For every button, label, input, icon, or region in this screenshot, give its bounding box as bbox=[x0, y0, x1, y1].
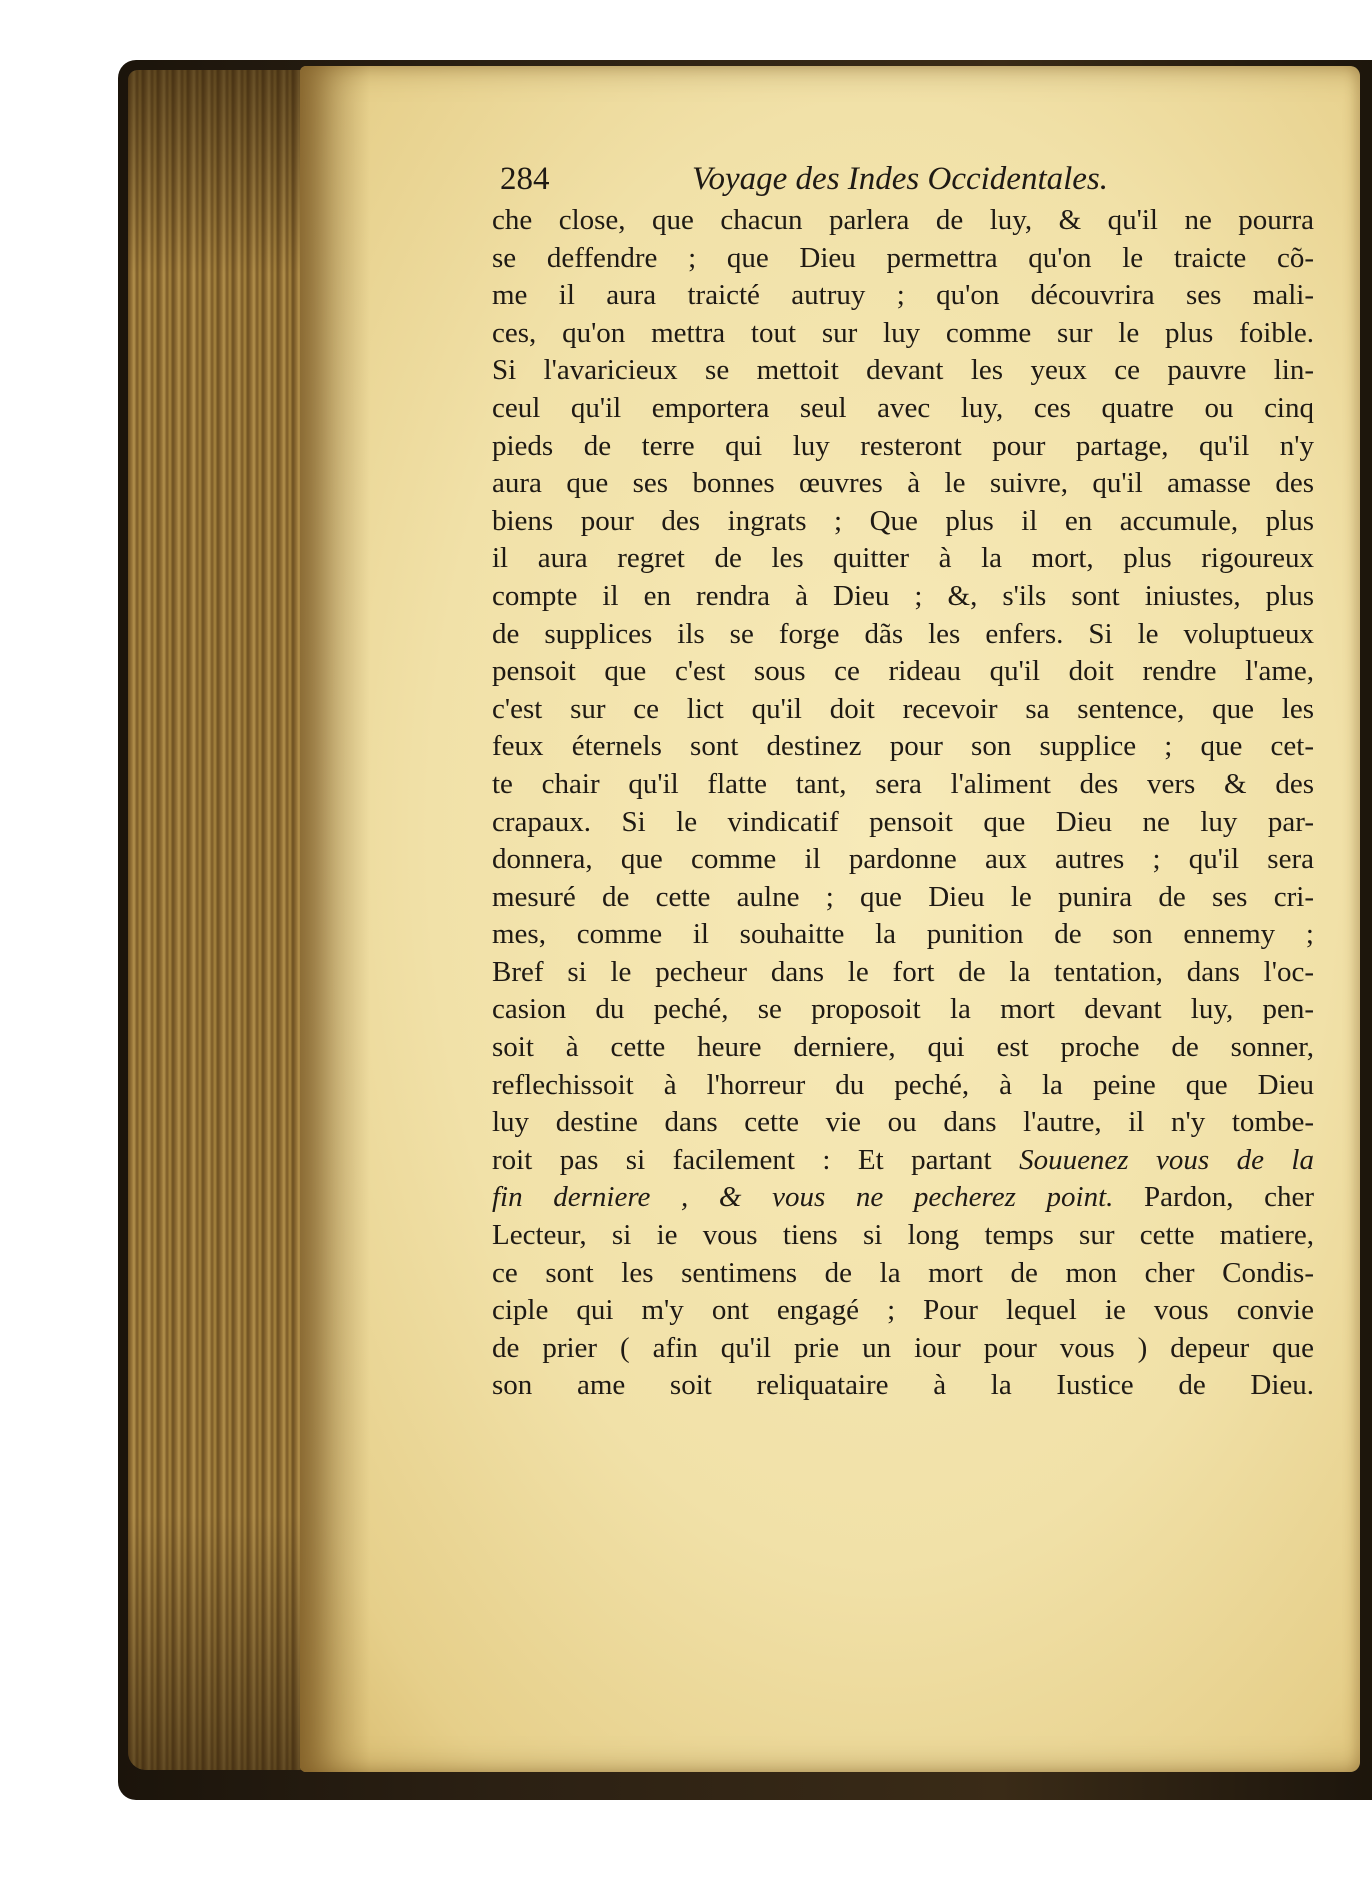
text-line bbox=[492, 1330, 1314, 1368]
text-line bbox=[492, 728, 1314, 766]
line-text: il aura regret de les quitter à la mort, plus rigoureux bbox=[492, 542, 1314, 575]
line-italic-text: Souuenez vous de la bbox=[1019, 1143, 1314, 1176]
text-line bbox=[492, 841, 1314, 879]
line-text: biens pour des ingrats ; Que plus il en accumule, plus bbox=[492, 504, 1314, 537]
line-text: roit pas si facilement : Et partant bbox=[492, 1143, 1020, 1176]
text-line bbox=[492, 653, 1314, 691]
text-line bbox=[492, 1029, 1314, 1067]
text-line bbox=[492, 616, 1314, 654]
text-line bbox=[492, 1292, 1314, 1330]
line-text: ciple qui m'y ont engagé ; Pour lequel ie vous convie bbox=[492, 1294, 1314, 1327]
line-text: mes, comme il souhaitte la punition de son ennemy ; bbox=[492, 918, 1314, 951]
line-text: son ame soit reliquataire à la Iustice de Dieu. bbox=[492, 1369, 1314, 1402]
line-text: pensoit que c'est sous ce rideau qu'il doit rendre l'ame, bbox=[492, 655, 1314, 688]
text-line bbox=[492, 277, 1314, 315]
line-text: Bref si le pecheur dans le fort de la tentation, dans l'oc- bbox=[492, 955, 1314, 988]
text-line bbox=[492, 1104, 1314, 1142]
text-line bbox=[492, 1217, 1314, 1255]
line-text: ceul qu'il emportera seul avec luy, ces quatre ou cinq bbox=[492, 391, 1314, 424]
line-text: feux éternels sont destinez pour son supplice ; que cet- bbox=[492, 730, 1314, 763]
line-text: se deffendre ; que Dieu permettra qu'on le traicte cõ- bbox=[492, 241, 1314, 274]
line-text: ces, qu'on mettra tout sur luy comme sur le plus foible. bbox=[492, 316, 1314, 349]
text-line bbox=[492, 540, 1314, 578]
text-line bbox=[492, 991, 1314, 1029]
text-line bbox=[492, 691, 1314, 729]
running-head-title: Voyage des Indes Occidentales. bbox=[692, 161, 1109, 197]
text-line bbox=[492, 1367, 1314, 1405]
text-line bbox=[492, 1255, 1314, 1293]
text-line bbox=[492, 315, 1314, 353]
line-text: de prier ( afin qu'il prie un iour pour vous ) depeur que bbox=[492, 1331, 1314, 1364]
line-text: de supplices ils se forge dãs les enfers. Si le voluptueux bbox=[492, 617, 1314, 650]
text-line bbox=[492, 1179, 1314, 1217]
text-line bbox=[492, 954, 1314, 992]
line-text: compte il en rendra à Dieu ; &, s'ils sont iniustes, plus bbox=[492, 579, 1314, 612]
text-line bbox=[492, 879, 1314, 917]
text-line bbox=[492, 1067, 1314, 1105]
text-line bbox=[492, 916, 1314, 954]
text-block bbox=[492, 156, 1314, 1405]
line-text: Si l'avaricieux se mettoit devant les yeux ce pauvre lin- bbox=[492, 354, 1314, 387]
line-text: soit à cette heure derniere, qui est proche de sonner, bbox=[492, 1031, 1314, 1064]
text-line bbox=[492, 503, 1314, 541]
text-line bbox=[492, 804, 1314, 842]
line-text: aura que ses bonnes œuvres à le suivre, qu'il amasse des bbox=[492, 467, 1314, 500]
line-text: me il aura traicté autruy ; qu'on découvrira ses mali- bbox=[492, 279, 1314, 312]
line-text: c'est sur ce lict qu'il doit recevoir sa sentence, que les bbox=[492, 692, 1314, 725]
text-line bbox=[492, 578, 1314, 616]
line-text: crapaux. Si le vindicatif pensoit que Dieu ne luy par- bbox=[492, 805, 1314, 838]
text-line bbox=[492, 766, 1314, 804]
line-text-continued: Pardon, cher bbox=[1113, 1181, 1315, 1214]
text-line bbox=[492, 352, 1314, 390]
line-text: casion du peché, se proposoit la mort devant luy, pen- bbox=[492, 993, 1314, 1026]
text-line bbox=[492, 202, 1314, 240]
line-text: ce sont les sentimens de la mort de mon cher Condis- bbox=[492, 1256, 1314, 1289]
page-number: 284 bbox=[500, 161, 550, 197]
running-head bbox=[492, 156, 1314, 202]
line-italic-text: fin derniere , & vous ne pecherez point. bbox=[492, 1181, 1114, 1214]
line-text: mesuré de cette aulne ; que Dieu le punira de ses cri- bbox=[492, 880, 1314, 913]
text-line bbox=[492, 465, 1314, 503]
line-text: Lecteur, si ie vous tiens si long temps sur cette matiere, bbox=[492, 1219, 1314, 1252]
body-text bbox=[492, 202, 1314, 1405]
text-line bbox=[492, 240, 1314, 278]
text-line bbox=[492, 428, 1314, 466]
text-line bbox=[492, 390, 1314, 428]
line-text: donnera, que comme il pardonne aux autres ; qu'il sera bbox=[492, 843, 1314, 876]
line-text: luy destine dans cette vie ou dans l'autre, il n'y tombe- bbox=[492, 1106, 1314, 1139]
text-line bbox=[492, 1142, 1314, 1180]
line-text: che close, que chacun parlera de luy, & qu'il ne pourra bbox=[492, 204, 1314, 236]
line-text: reflechissoit à l'horreur du peché, à la peine que Dieu bbox=[492, 1068, 1314, 1101]
line-text: te chair qu'il flatte tant, sera l'aliment des vers & des bbox=[492, 767, 1314, 800]
line-text: pieds de terre qui luy resteront pour partage, qu'il n'y bbox=[492, 429, 1314, 462]
